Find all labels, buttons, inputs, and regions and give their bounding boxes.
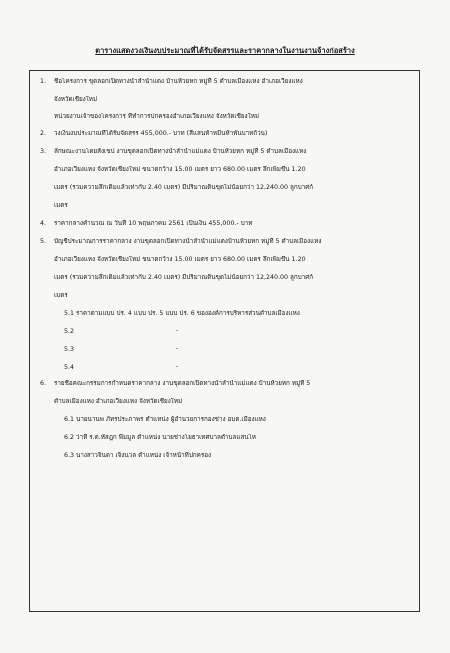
item-5-3-dash: - bbox=[176, 345, 179, 352]
item-1-owner-agency: หน่วยงานเจ้าของโครงการ ที่ทำการปกครองอำเภอเวียงแหง จังหวัดเชียงใหม่ bbox=[54, 113, 259, 120]
item-5-3: 5.3 bbox=[64, 346, 75, 353]
item-3-description-line3: เมตร (รวมความลึกเดิมแล้วเท่ากับ 2.40 เมตร) มีปริมาณดินขุดไม่น้อยกว่า 12,240.00 ลูกบาศก์ bbox=[54, 184, 314, 191]
item-1-project-name: ชื่อโครงการ ขุดลอกเปิดทางน้ำลำน้ำแตง บ้านห้วยหก หมู่ที่ 5 ตำบลเมืองแหง อำเภอเวียงแหง bbox=[54, 78, 303, 85]
item-6-3-member: 6.3 นางสาวจินดา เจิงนวล ตำแหน่ง เจ้าหน้าที่ปกครอง bbox=[64, 452, 212, 459]
item-3-description-line4: เมตร bbox=[54, 202, 68, 209]
item-1-number: 1. bbox=[40, 78, 47, 85]
item-3-description-line1: ลักษณะงานโดยสังเขป งานขุดลอกเปิดทางน้ำลำน้ำแม่แตง บ้านห้วยหก หมู่ที่ 5 ตำบลเมืองแหง bbox=[54, 148, 307, 155]
item-5-2-dash: - bbox=[176, 327, 179, 334]
item-5-2: 5.2 bbox=[64, 328, 75, 335]
item-2-budget: วงเงินงบประมาณที่ได้รับจัดสรร 455,000.- บาท (สี่แสนห้าหมื่นห้าพันบาทถ้วน) bbox=[54, 130, 268, 137]
item-5-estimate-line3: เมตร (รวมความลึกเดิมแล้วเท่ากับ 2.40 เมตร) มีปริมาณดินขุดไม่น้อยกว่า 12,240.00 ลูกบาศก์ bbox=[54, 274, 314, 281]
item-6-2-member: 6.2 ว่าที่ ร.ต.หัสฎก พึ่มมูล ตำแหน่ง นายช่างโยธาเทศบาลตำบลแสนไห bbox=[64, 434, 256, 441]
item-4-number: 4. bbox=[40, 220, 47, 227]
item-5-1: 5.1 ราคาตามแบบ ปร. 4 แบบ ปร. 5 แบบ ปร. 6 ขององค์การบริหารส่วนตำบลเมืองแหง bbox=[64, 310, 300, 317]
item-6-1-member: 6.1 นายนานพ ภัทรประภาพร ตำแหน่ง ผู้อำนวยการกองช่าง อบต.เมืองแหง bbox=[64, 416, 266, 423]
item-6-committee-line2: ตำบลเมืองแหง อำเภอเวียงแหง จังหวัดเชียงใหม่ bbox=[54, 398, 183, 405]
item-4-reference-price: ราคากลางคำนวณ ณ วันที่ 10 พฤษภาคม 2561 เป็นเงิน 455,000.- บาท bbox=[54, 220, 253, 227]
item-1-province: จังหวัดเชียงใหม่ bbox=[54, 96, 98, 103]
document-title: ตารางแสดงวงเงินงบประมาณที่ได้รับจัดสรรและราคากลางในงานงานจ้างก่อสร้าง bbox=[95, 46, 355, 55]
item-3-description-line2: อำเภอเวียงแหง จังหวัดเชียงใหม่ ขนาดกว้าง 15.00 เมตร ยาว 680.00 เมตร ลึกเพิ่มขึ้น 1.20 bbox=[54, 166, 306, 173]
item-5-estimate-line4: เมตร bbox=[54, 292, 68, 299]
item-5-estimate-line2: อำเภอเวียงแหง จังหวัดเชียงใหม่ ขนาดกว้าง 15.00 เมตร ยาว 680.00 เมตร ลึกเพิ่มขึ้น 1.20 bbox=[54, 256, 306, 263]
item-6-committee-line1: รายชื่อคณะกรรมการกำหนดราคากลาง งานขุดลอกเปิดทางน้ำลำน้ำแม่แตง บ้านห้วยหก หมู่ที่ 5 bbox=[54, 380, 311, 387]
item-5-4: 5.4 bbox=[64, 364, 75, 371]
item-6-number: 6. bbox=[40, 380, 47, 387]
item-5-4-dash: - bbox=[176, 363, 179, 370]
item-3-number: 3. bbox=[40, 148, 47, 155]
item-2-number: 2. bbox=[40, 130, 47, 137]
item-5-estimate-line1: บัญชีประมาณการราคากลาง งานขุดลอกเปิดทางน้ำลำน้ำแม่แตงบ้านห้วยหก หมู่ที่ 5 ตำบลเมืองแหง bbox=[54, 238, 322, 245]
item-5-number: 5. bbox=[40, 238, 47, 245]
